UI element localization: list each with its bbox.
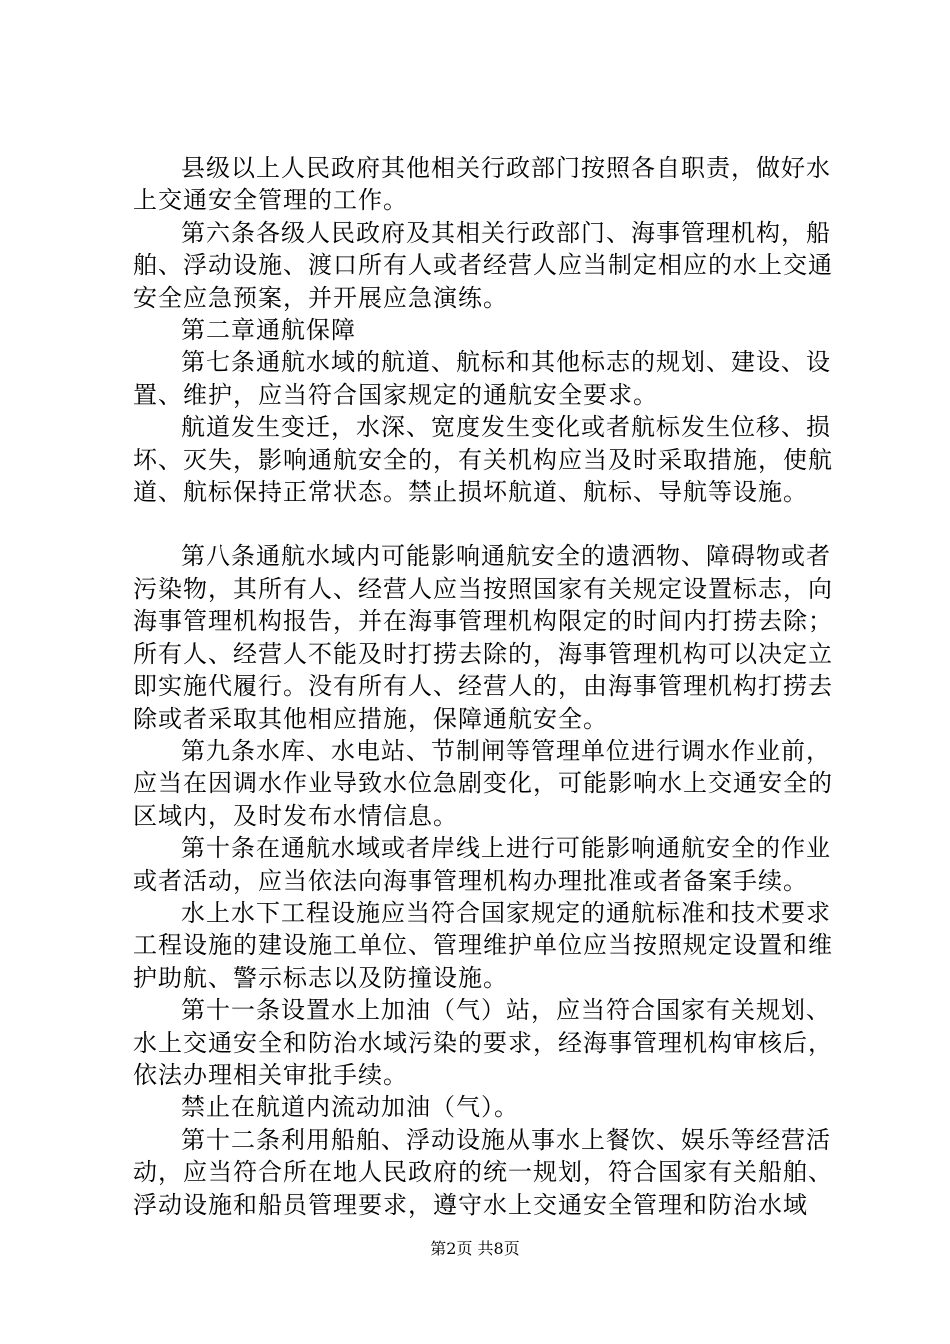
paragraph: 航道发生变迁，水深、宽度发生变化或者航标发生位移、损坏、灭失，影响通航安全的，有关机构应当及时采取措施，使航道、航标保持正常状态。禁止损坏航道、航标、导航等设施。 bbox=[133, 413, 833, 507]
document-body bbox=[133, 152, 833, 1221]
paragraph: 第十一条设置水上加油（气）站，应当符合国家有关规划、水上交通安全和防治水域污染的要求，经海事管理机构审核后，依法办理相关审批手续。 bbox=[133, 996, 833, 1089]
chapter-heading: 第二章通航保障 bbox=[181, 316, 356, 345]
paragraph: 第八条通航水域内可能影响通航安全的遗洒物、障碍物或者污染物，其所有人、经营人应当按照国家有关规定设置标志，向海事管理机构报告，并在海事管理机构限定的时间内打捞去除；所有人、经营人不能及时打捞去除的，海事管理机构可以决定立即实施代履行。没有所有人、经营人的，由海事管理机构打捞去除或者采取其他相应措施，保障通航安全。 bbox=[133, 542, 833, 733]
paragraph: 第九条水库、水电站、节制闸等管理单位进行调水作业前，应当在因调水作业导致水位急剧变化，可能影响水上交通安全的区域内，及时发布水情信息。 bbox=[133, 736, 833, 830]
paragraph-gap bbox=[133, 508, 833, 540]
paragraph: 第十二条利用船舶、浮动设施从事水上餐饮、娱乐等经营活动，应当符合所在地人民政府的统一规划，符合国家有关船舶、浮动设施和船员管理要求，遵守水上交通安全管理和防治水域 bbox=[133, 1125, 833, 1219]
paragraph: 第十条在通航水域或者岸线上进行可能影响通航安全的作业或者活动，应当依法向海事管理机构办理批准或者备案手续。 bbox=[133, 834, 831, 895]
paragraph: 县级以上人民政府其他相关行政部门按照各自职责，做好水上交通安全管理的工作。 bbox=[133, 154, 831, 215]
paragraph: 第七条通航水域的航道、航标和其他标志的规划、建设、设置、维护，应当符合国家规定的通航安全要求。 bbox=[133, 348, 831, 409]
paragraph: 水上水下工程设施应当符合国家规定的通航标准和技术要求工程设施的建设施工单位、管理维护单位应当按照规定设置和维护助航、警示标志以及防撞设施。 bbox=[133, 898, 833, 992]
page-footer bbox=[0, 1239, 950, 1259]
paragraph: 禁止在航道内流动加油（气）。 bbox=[181, 1093, 519, 1122]
paragraph: 第六条各级人民政府及其相关行政部门、海事管理机构，船舶、浮动设施、渡口所有人或者经营人应当制定相应的水上交通安全应急预案，并开展应急演练。 bbox=[133, 218, 833, 312]
page-number-label: 第2页 共8页 bbox=[430, 1239, 520, 1258]
